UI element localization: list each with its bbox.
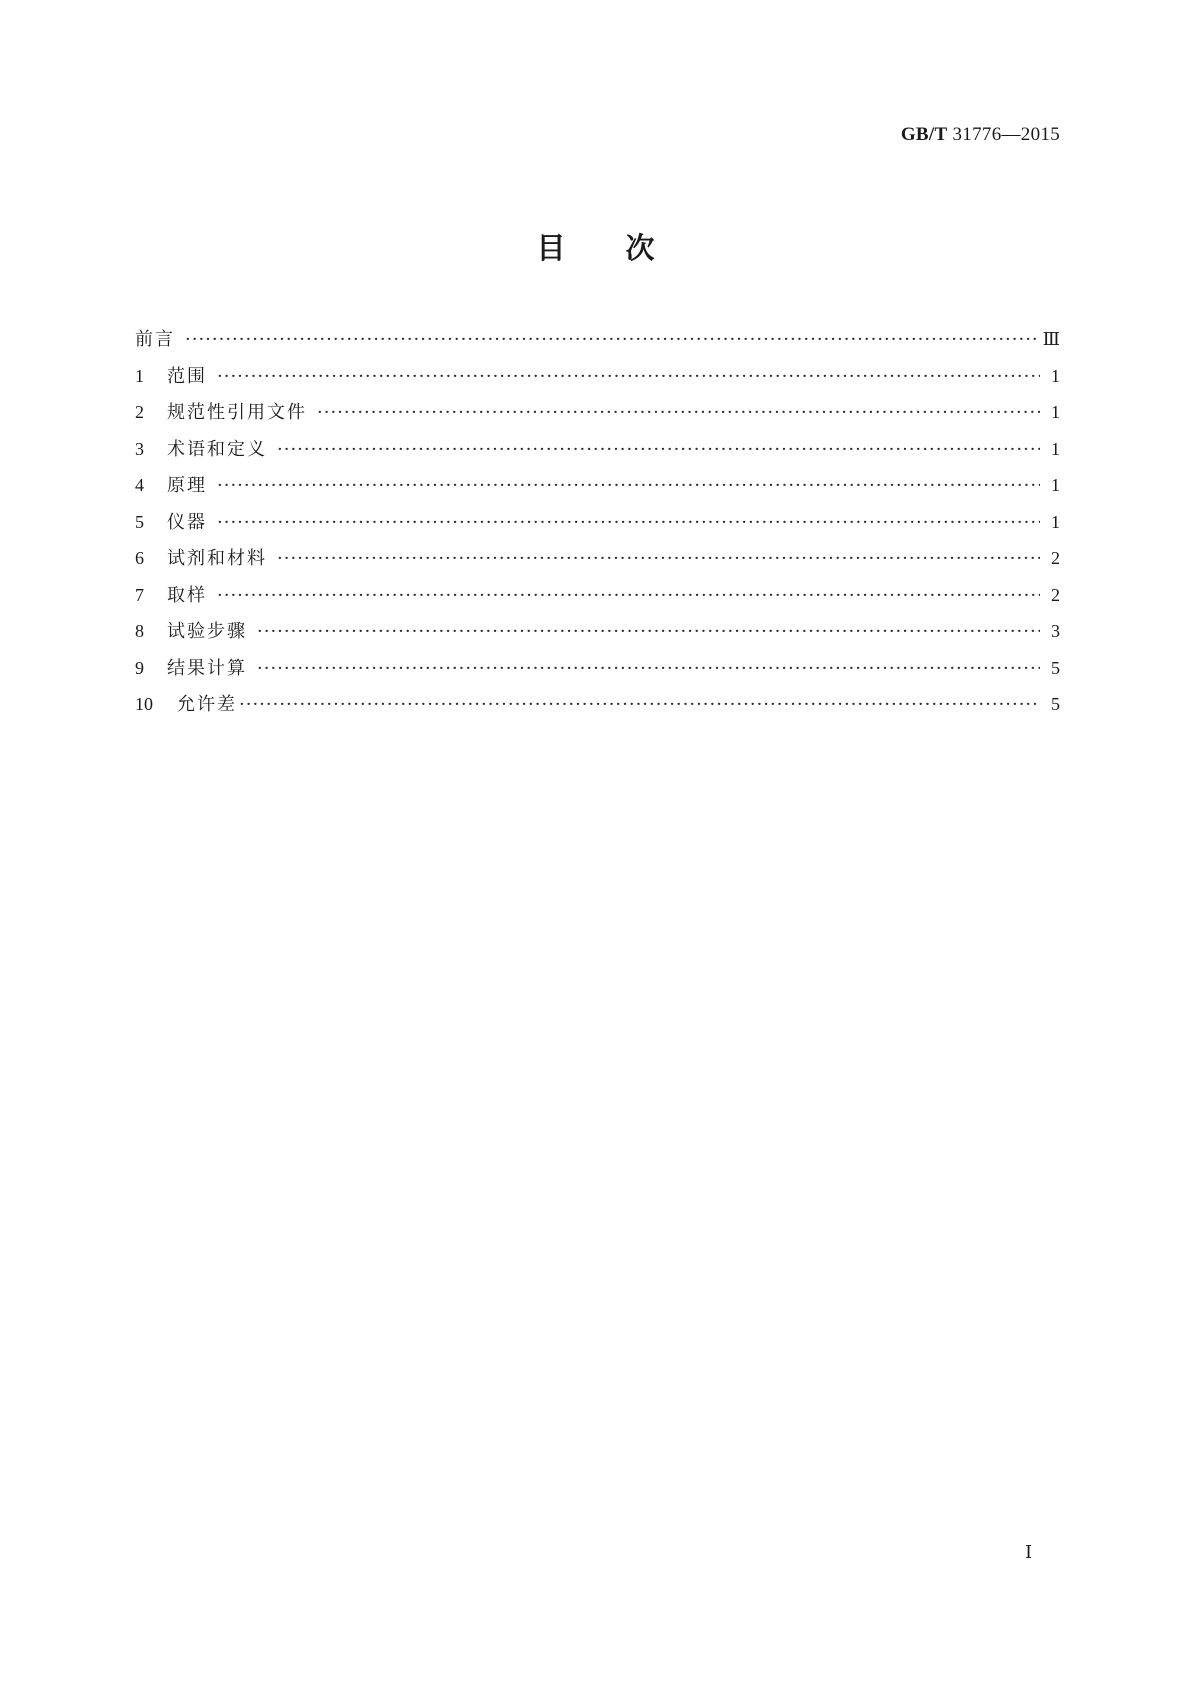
toc-dot-leader — [217, 585, 1040, 606]
toc-entry-page: 1 — [1051, 475, 1060, 495]
toc-entry-label: 前言 — [135, 329, 175, 350]
toc-entry-10[interactable] — [135, 690, 1060, 727]
toc-entry-number: 7 — [135, 584, 144, 605]
toc-entry-page: 3 — [1051, 621, 1060, 641]
toc-entry-4[interactable] — [135, 471, 1060, 508]
toc-entry-number: 5 — [135, 511, 144, 532]
toc-entry-number: 10 — [135, 694, 153, 714]
toc-entry-label: 范围 — [167, 365, 207, 387]
toc-entry-label: 取样 — [167, 584, 207, 606]
toc-entry-page: 1 — [1051, 511, 1060, 532]
toc-entry-label: 原理 — [167, 475, 207, 496]
toc-dot-leader — [277, 439, 1040, 460]
toc-entry-page: 5 — [1051, 657, 1060, 678]
toc-dot-leader — [257, 621, 1040, 642]
standard-code — [901, 124, 1060, 146]
toc-entry-6[interactable] — [135, 544, 1060, 581]
toc-entry-3[interactable] — [135, 435, 1060, 472]
toc-dot-leader — [239, 694, 1040, 715]
toc-entry-label: 试剂和材料 — [167, 548, 267, 569]
toc-entry-page: 1 — [1051, 438, 1060, 459]
table-of-contents — [135, 325, 1060, 727]
toc-dot-leader — [217, 512, 1040, 533]
toc-entry-number: 4 — [135, 475, 144, 495]
toc-entry-page: Ⅲ — [1042, 329, 1060, 349]
toc-entry-page: 5 — [1051, 694, 1060, 714]
toc-entry-number: 1 — [135, 365, 144, 386]
toc-entry-number: 8 — [135, 621, 144, 641]
toc-entry-7[interactable] — [135, 581, 1060, 618]
toc-entry-label: 允许差 — [177, 694, 237, 715]
toc-entry-page: 1 — [1051, 402, 1060, 422]
toc-entry-number: 3 — [135, 438, 144, 459]
toc-dot-leader — [317, 402, 1040, 423]
toc-entry-8[interactable] — [135, 617, 1060, 654]
toc-entry-page: 1 — [1051, 365, 1060, 386]
standard-code-number: 31776—2015 — [952, 124, 1060, 145]
page-number: Ⅰ — [1025, 1542, 1033, 1562]
toc-entry-1[interactable] — [135, 362, 1060, 399]
toc-entry-2[interactable] — [135, 398, 1060, 435]
toc-entry-number: 6 — [135, 548, 144, 568]
toc-dot-leader — [217, 366, 1040, 387]
toc-entry-number: 2 — [135, 402, 144, 422]
page-title: 目次 — [536, 231, 715, 265]
toc-entry-label: 仪器 — [167, 511, 207, 533]
toc-entry-5[interactable] — [135, 508, 1060, 545]
toc-entry-label: 试验步骤 — [167, 621, 247, 642]
toc-entry-9[interactable] — [135, 654, 1060, 691]
toc-entry-label: 术语和定义 — [167, 438, 267, 460]
toc-dot-leader — [185, 329, 1037, 350]
toc-entry-label: 规范性引用文件 — [167, 402, 307, 423]
standard-code-prefix: GB/T — [900, 124, 948, 145]
toc-entry-number: 9 — [135, 657, 144, 678]
toc-entry-foreword[interactable] — [135, 325, 1060, 362]
toc-entry-page: 2 — [1051, 548, 1060, 568]
toc-dot-leader — [217, 475, 1040, 496]
toc-dot-leader — [277, 548, 1040, 569]
toc-entry-page: 2 — [1051, 584, 1060, 605]
toc-entry-label: 结果计算 — [167, 657, 247, 679]
toc-dot-leader — [257, 658, 1040, 679]
